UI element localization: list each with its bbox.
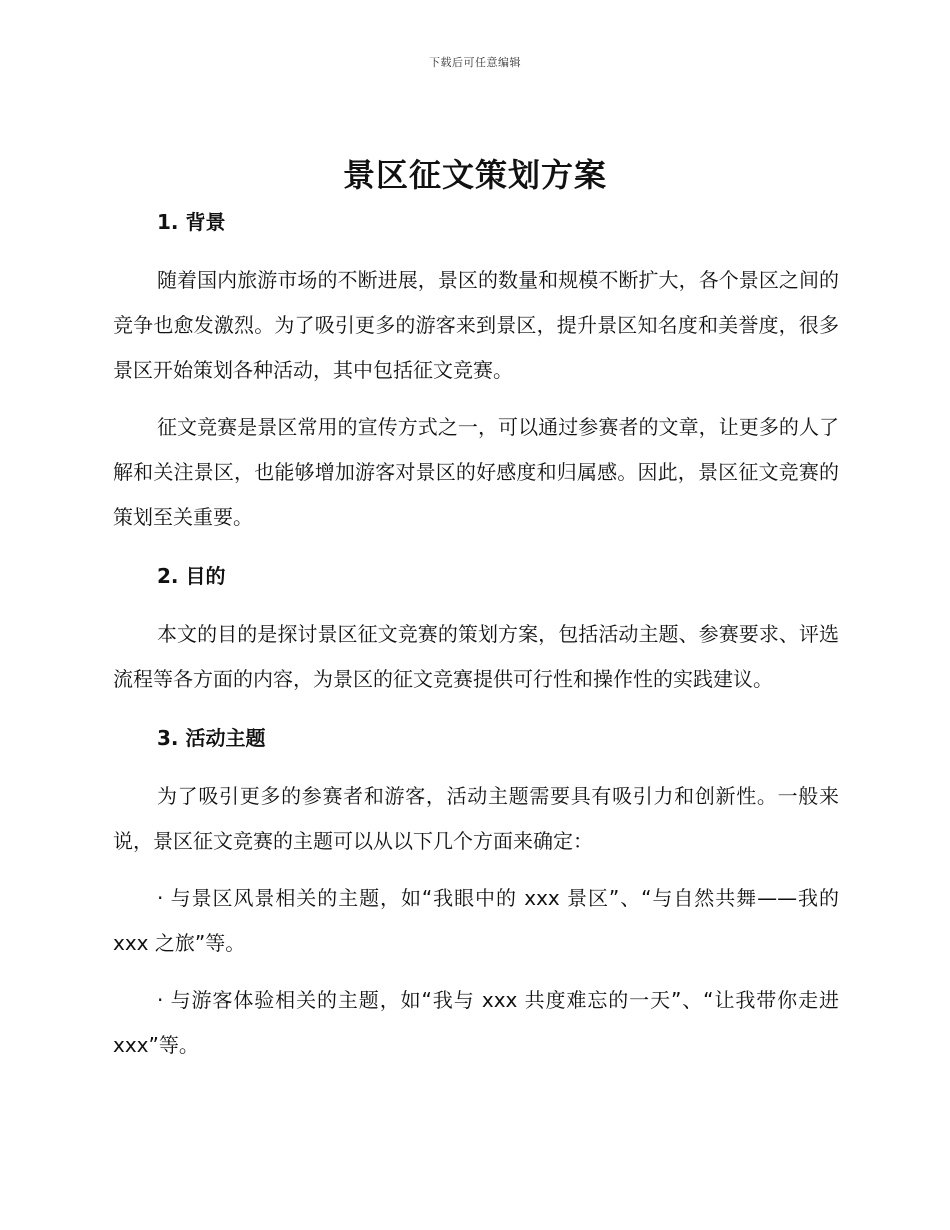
document-title: 景区征文策划方案 xyxy=(342,156,607,194)
bullet-item: · 与游客体验相关的主题，如“我与 xxx 共度难忘的一天”、“让我带你走进 xxx”等。 xyxy=(113,988,839,1057)
section-background xyxy=(113,204,839,540)
paragraph: 为了吸引更多的参赛者和游客，活动主题需要具有吸引力和创新性。一般来说，景区征文竞赛的主题可以从以下几个方面来确定： xyxy=(113,784,839,853)
document-body xyxy=(113,204,839,1068)
paragraph: 征文竞赛是景区常用的宣传方式之一，可以通过参赛者的文章，让更多的人了解和关注景区，也能够增加游客对景区的好感度和归属感。因此，景区征文竞赛的策划至关重要。 xyxy=(113,415,839,529)
paragraph: 本文的目的是探讨景区征文竞赛的策划方案，包括活动主题、参赛要求、评选流程等各方面的内容，为景区的征文竞赛提供可行性和操作性的实践建议。 xyxy=(113,622,839,691)
section-heading: 2. 目的 xyxy=(157,564,226,588)
paragraph: 随着国内旅游市场的不断进展，景区的数量和规模不断扩大，各个景区之间的竞争也愈发激烈。为了吸引更多的游客来到景区，提升景区知名度和美誉度，很多景区开始策划各种活动，其中包括征文竞赛。 xyxy=(113,268,839,382)
bullet-item: · 与景区风景相关的主题，如“我眼中的 xxx 景区”、“与自然共舞——我的 xxx 之旅”等。 xyxy=(113,886,839,955)
page-header-note: 下载后可任意编辑 xyxy=(429,56,521,69)
section-heading: 3. 活动主题 xyxy=(157,726,266,750)
section-purpose xyxy=(113,558,839,702)
section-theme xyxy=(113,720,839,1068)
section-heading: 1. 背景 xyxy=(157,210,226,234)
